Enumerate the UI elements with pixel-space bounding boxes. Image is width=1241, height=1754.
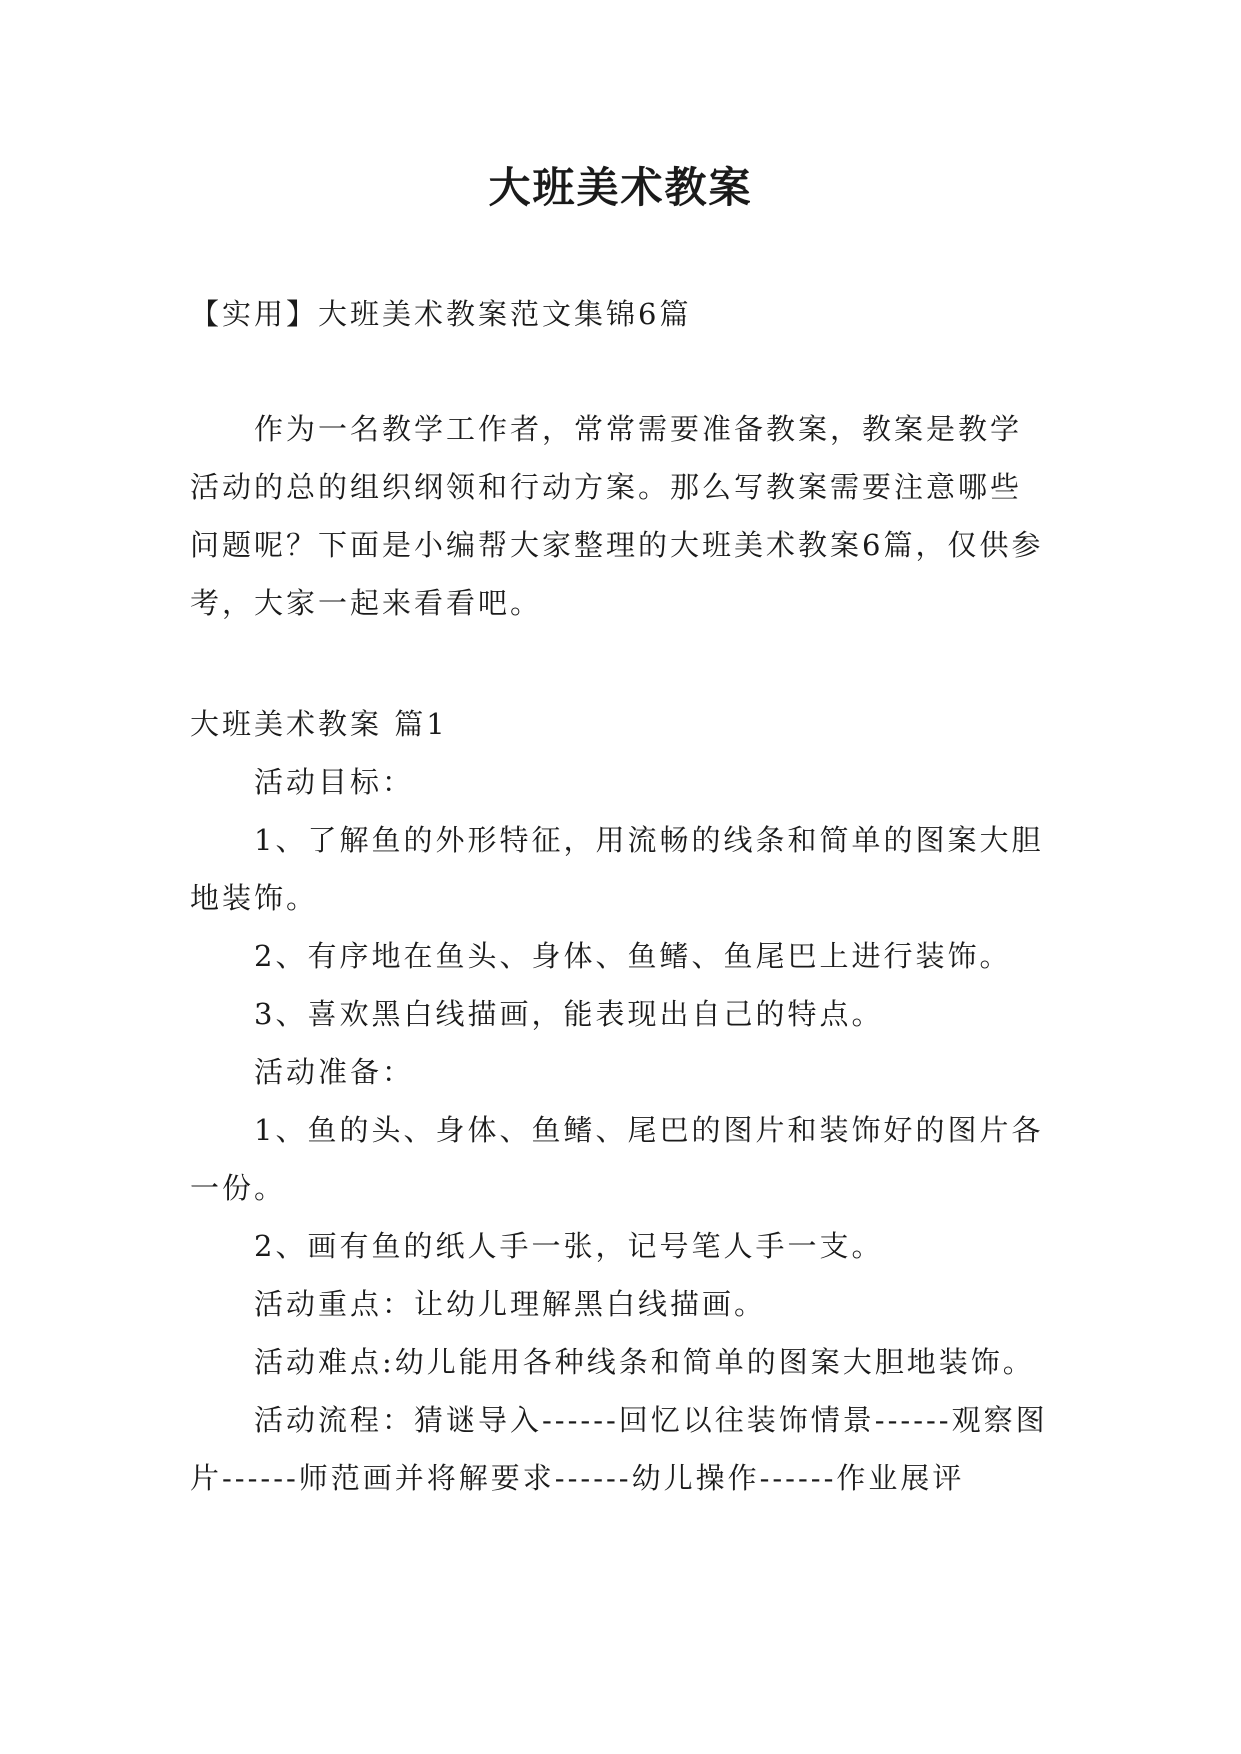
goal-heading: 活动目标： bbox=[254, 765, 415, 799]
goal-item-2: 2、有序地在鱼头、身体、鱼鳍、鱼尾巴上进行装饰。 bbox=[254, 939, 1012, 973]
prep-heading: 活动准备： bbox=[254, 1055, 415, 1089]
section-1 bbox=[190, 695, 1050, 1507]
difficulty-point: 活动难点:幼儿能用各种线条和简单的图案大胆地装饰。 bbox=[254, 1345, 1035, 1379]
key-point: 活动重点：让幼儿理解黑白线描画。 bbox=[254, 1287, 767, 1321]
prep-item-1: 1、鱼的头、身体、鱼鳍、尾巴的图片和装饰好的图片各一份。 bbox=[190, 1113, 1044, 1205]
intro-paragraph: 作为一名教学工作者，常常需要准备教案，教案是教学活动的总的组织纲领和行动方案。那么写教案需要注意哪些问题呢？下面是小编帮大家整理的大班美术教案6篇，仅供参考，大家一起来看看吧。 bbox=[190, 412, 1044, 620]
activity-process: 活动流程：猜谜导入------回忆以往装饰情景------观察图片------师范画并将解要求------幼儿操作------作业展评 bbox=[190, 1403, 1048, 1495]
section-heading: 大班美术教案 篇1 bbox=[190, 707, 448, 741]
prep-item-2: 2、画有鱼的纸人手一张，记号笔人手一支。 bbox=[254, 1229, 884, 1263]
goal-item-1: 1、了解鱼的外形特征，用流畅的线条和简单的图案大胆地装饰。 bbox=[190, 823, 1044, 915]
document-subtitle: 【实用】大班美术教案范文集锦6篇 bbox=[190, 297, 692, 331]
goal-item-3: 3、喜欢黑白线描画，能表现出自己的特点。 bbox=[254, 997, 884, 1031]
document-title: 大班美术教案 bbox=[488, 163, 753, 212]
